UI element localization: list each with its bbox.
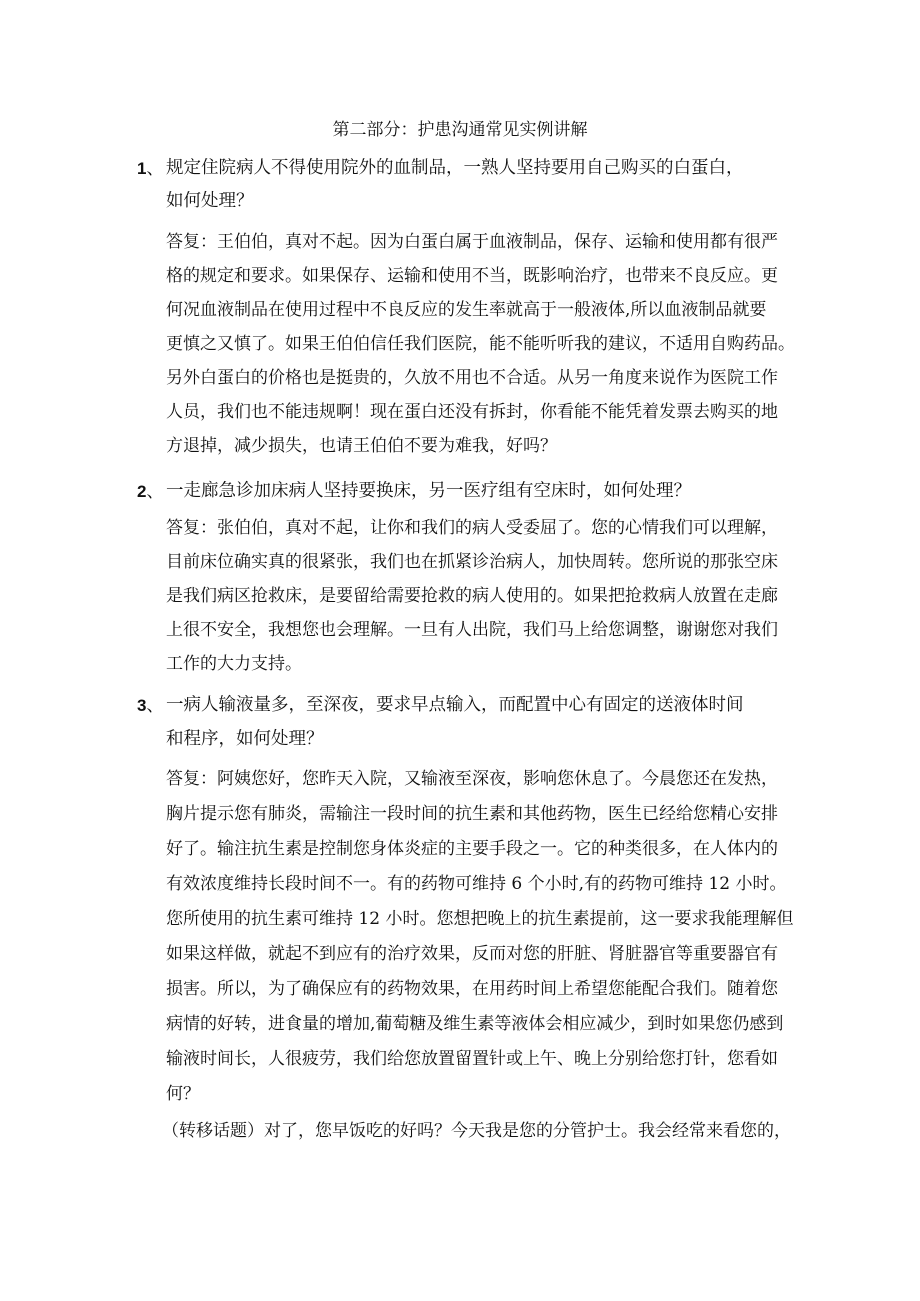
question-number-1: 1、 [137, 159, 164, 179]
answer-3-line-6: 如果这样做，就起不到应有的治疗效果，反而对您的肝脏、肾脏器官等重要器官有 [166, 944, 778, 964]
question-2-line-1: 一走廊急诊加床病人坚持要换床，另一医疗组有空床时，如何处理？ [166, 481, 691, 501]
answer-2-line-4: 上很不安全，我想您也会理解。一旦有人出院，我们马上给您调整，谢谢您对我们 [166, 620, 778, 640]
question-1-line-2: 如何处理？ [166, 191, 254, 211]
page-title: 第二部分：护患沟通常见实例讲解 [332, 120, 588, 140]
question-number-2: 2、 [137, 482, 164, 502]
answer-3-line-8: 病情的好转，进食量的增加,葡萄糖及维生素等液体会相应减少，到时如果您仍感到 [166, 1014, 784, 1034]
answer-3-line-10: 何？ [166, 1084, 200, 1104]
answer-1-line-1: 答复：王伯伯，真对不起。因为白蛋白属于血液制品，保存、运输和使用都有很严 [166, 232, 778, 252]
answer-1-line-2: 格的规定和要求。如果保存、运输和使用不当，既影响治疗，也带来不良反应。更 [166, 266, 778, 286]
answer-3-line-2: 胸片提示您有肺炎，需输注一段时间的抗生素和其他药物，医生已经给您精心安排 [166, 804, 778, 824]
question-1-line-1: 规定住院病人不得使用院外的血制品，一熟人坚持要用自己购买的白蛋白， [166, 158, 744, 178]
answer-3-line-4: 有效浓度维持长段时间不一。有的药物可维持 6 个小时,有的药物可维持 12 小时。 [166, 874, 787, 894]
answer-1-line-7: 方退掉，减少损失，也请王伯伯不要为难我，好吗？ [166, 436, 557, 456]
answer-1-line-5: 另外白蛋白的价格也是挺贵的，久放不用也不合适。从另一角度来说作为医院工作 [166, 368, 778, 388]
question-3-line-1: 一病人输液量多，至深夜，要求早点输入，而配置中心有固定的送液体时间 [166, 695, 744, 715]
question-3-line-2: 和程序，如何处理？ [166, 729, 324, 749]
answer-3-line-9: 输液时间长，人很疲劳，我们给您放置留置针或上午、晚上分别给您打针，您看如 [166, 1049, 778, 1069]
question-number-3: 3、 [137, 696, 164, 716]
answer-2-line-3: 是我们病区抢救床，是要留给需要抢救的病人使用的。如果把抢救病人放置在走廊 [166, 586, 778, 606]
answer-3-line-3: 好了。输注抗生素是控制您身体炎症的主要手段之一。它的种类很多，在人体内的 [166, 839, 778, 859]
answer-2-line-1: 答复：张伯伯，真对不起，让你和我们的病人受委屈了。您的心情我们可以理解， [166, 518, 778, 538]
answer-2-line-2: 目前床位确实真的很紧张，我们也在抓紧诊治病人，加快周转。您所说的那张空床 [166, 552, 778, 572]
answer-1-line-6: 人员，我们也不能违规啊！现在蛋白还没有拆封，你看能不能凭着发票去购买的地 [166, 402, 778, 422]
answer-1-line-4: 更慎之又慎了。如果王伯伯信任我们医院，能不能听听我的建议，不适用自购药品。 [166, 334, 795, 354]
answer-2-line-5: 工作的大力支持。 [166, 654, 302, 674]
answer-3-line-7: 损害。所以，为了确保应有的药物效果，在用药时间上希望您能配合我们。随着您 [166, 979, 778, 999]
answer-3-line-11: （转移话题）对了，您早饭吃的好吗？今天我是您的分管护士。我会经常来看您的， [162, 1121, 791, 1141]
answer-3-line-1: 答复：阿姨您好，您昨天入院，又输液至深夜，影响您休息了。今晨您还在发热， [166, 769, 778, 789]
answer-1-line-3: 何况血液制品在使用过程中不良反应的发生率就高于一般液体,所以血液制品就要 [166, 300, 767, 320]
answer-3-line-5: 您所使用的抗生素可维持 12 小时。您想把晚上的抗生素提前，这一要求我能理解但 [166, 909, 794, 929]
